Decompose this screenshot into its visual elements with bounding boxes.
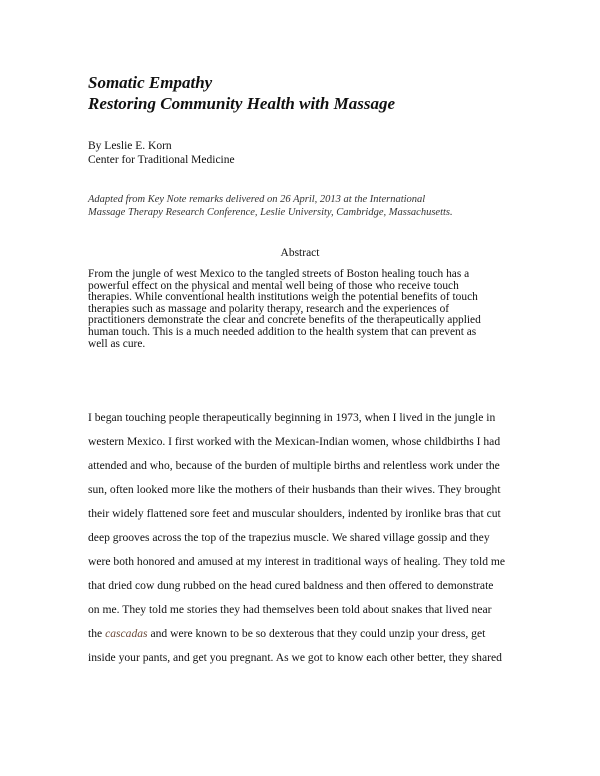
author-block xyxy=(88,139,235,167)
abstract-body xyxy=(88,269,528,350)
body-line: their widely flattened sore feet and muscular shoulders, indented by ironlike bras that cut xyxy=(88,507,501,520)
body-line: deep grooves across the top of the trapezius muscle. We shared village gossip and they xyxy=(88,531,490,544)
abstract-line: human touch. This is a much needed addition to the health system that can prevent as xyxy=(88,325,477,338)
abstract-line: practitioners demonstrate the clear and concrete benefits of the therapeutically applied xyxy=(88,314,481,327)
body-line: inside your pants, and get you pregnant. As we got to know each other better, they shared xyxy=(88,651,502,664)
abstract-heading: Abstract xyxy=(280,247,320,259)
title-line-1: Somatic Empathy xyxy=(88,73,213,92)
body-text-segment: and were known to be so dexterous that they could unzip your dress, get xyxy=(147,627,486,640)
document-title xyxy=(88,72,395,114)
body-line: sun, often looked more like the mothers of their husbands than their wives. They brought xyxy=(88,483,501,496)
author-affiliation: Center for Traditional Medicine xyxy=(88,154,235,166)
title-line-2: Restoring Community Health with Massage xyxy=(88,94,396,113)
body-paragraph xyxy=(88,406,528,670)
abstract-line: powerful effect on the physical and mental well being of those who receive touch xyxy=(88,279,459,292)
adapted-note-line: Adapted from Key Note remarks delivered on 26 April, 2013 at the International xyxy=(88,194,426,205)
adapted-note xyxy=(88,193,518,219)
body-line: on me. They told me stories they had themselves been told about snakes that lived near xyxy=(88,603,492,616)
abstract-line: well as cure. xyxy=(88,337,146,350)
body-line: were both honored and amused at my interest in traditional ways of healing. They told me xyxy=(88,555,506,568)
adapted-note-line: Massage Therapy Research Conference, Leslie University, Cambridge, Massachusetts. xyxy=(88,207,453,218)
body-line: western Mexico. I first worked with the Mexican-Indian women, whose childbirths I had xyxy=(88,435,501,448)
body-line xyxy=(88,622,528,646)
author-name: By Leslie E. Korn xyxy=(88,140,172,152)
abstract-line: From the jungle of west Mexico to the tangled streets of Boston healing touch has a xyxy=(88,268,470,280)
cascadas-term: cascadas xyxy=(105,627,148,640)
body-text-segment: the xyxy=(88,627,106,640)
abstract-line: therapies such as massage and polarity therapy, research and the experiences of xyxy=(88,302,450,315)
body-line: attended and who, because of the burden of multiple births and relentless work under the xyxy=(88,459,500,472)
body-line: I began touching people therapeutically beginning in 1973, when I lived in the jungle in xyxy=(88,411,496,424)
abstract-line: therapies. While conventional health institutions weigh the potential benefits of touch xyxy=(88,291,478,304)
body-line: that dried cow dung rubbed on the head cured baldness and then offered to demonstrate xyxy=(88,579,494,592)
